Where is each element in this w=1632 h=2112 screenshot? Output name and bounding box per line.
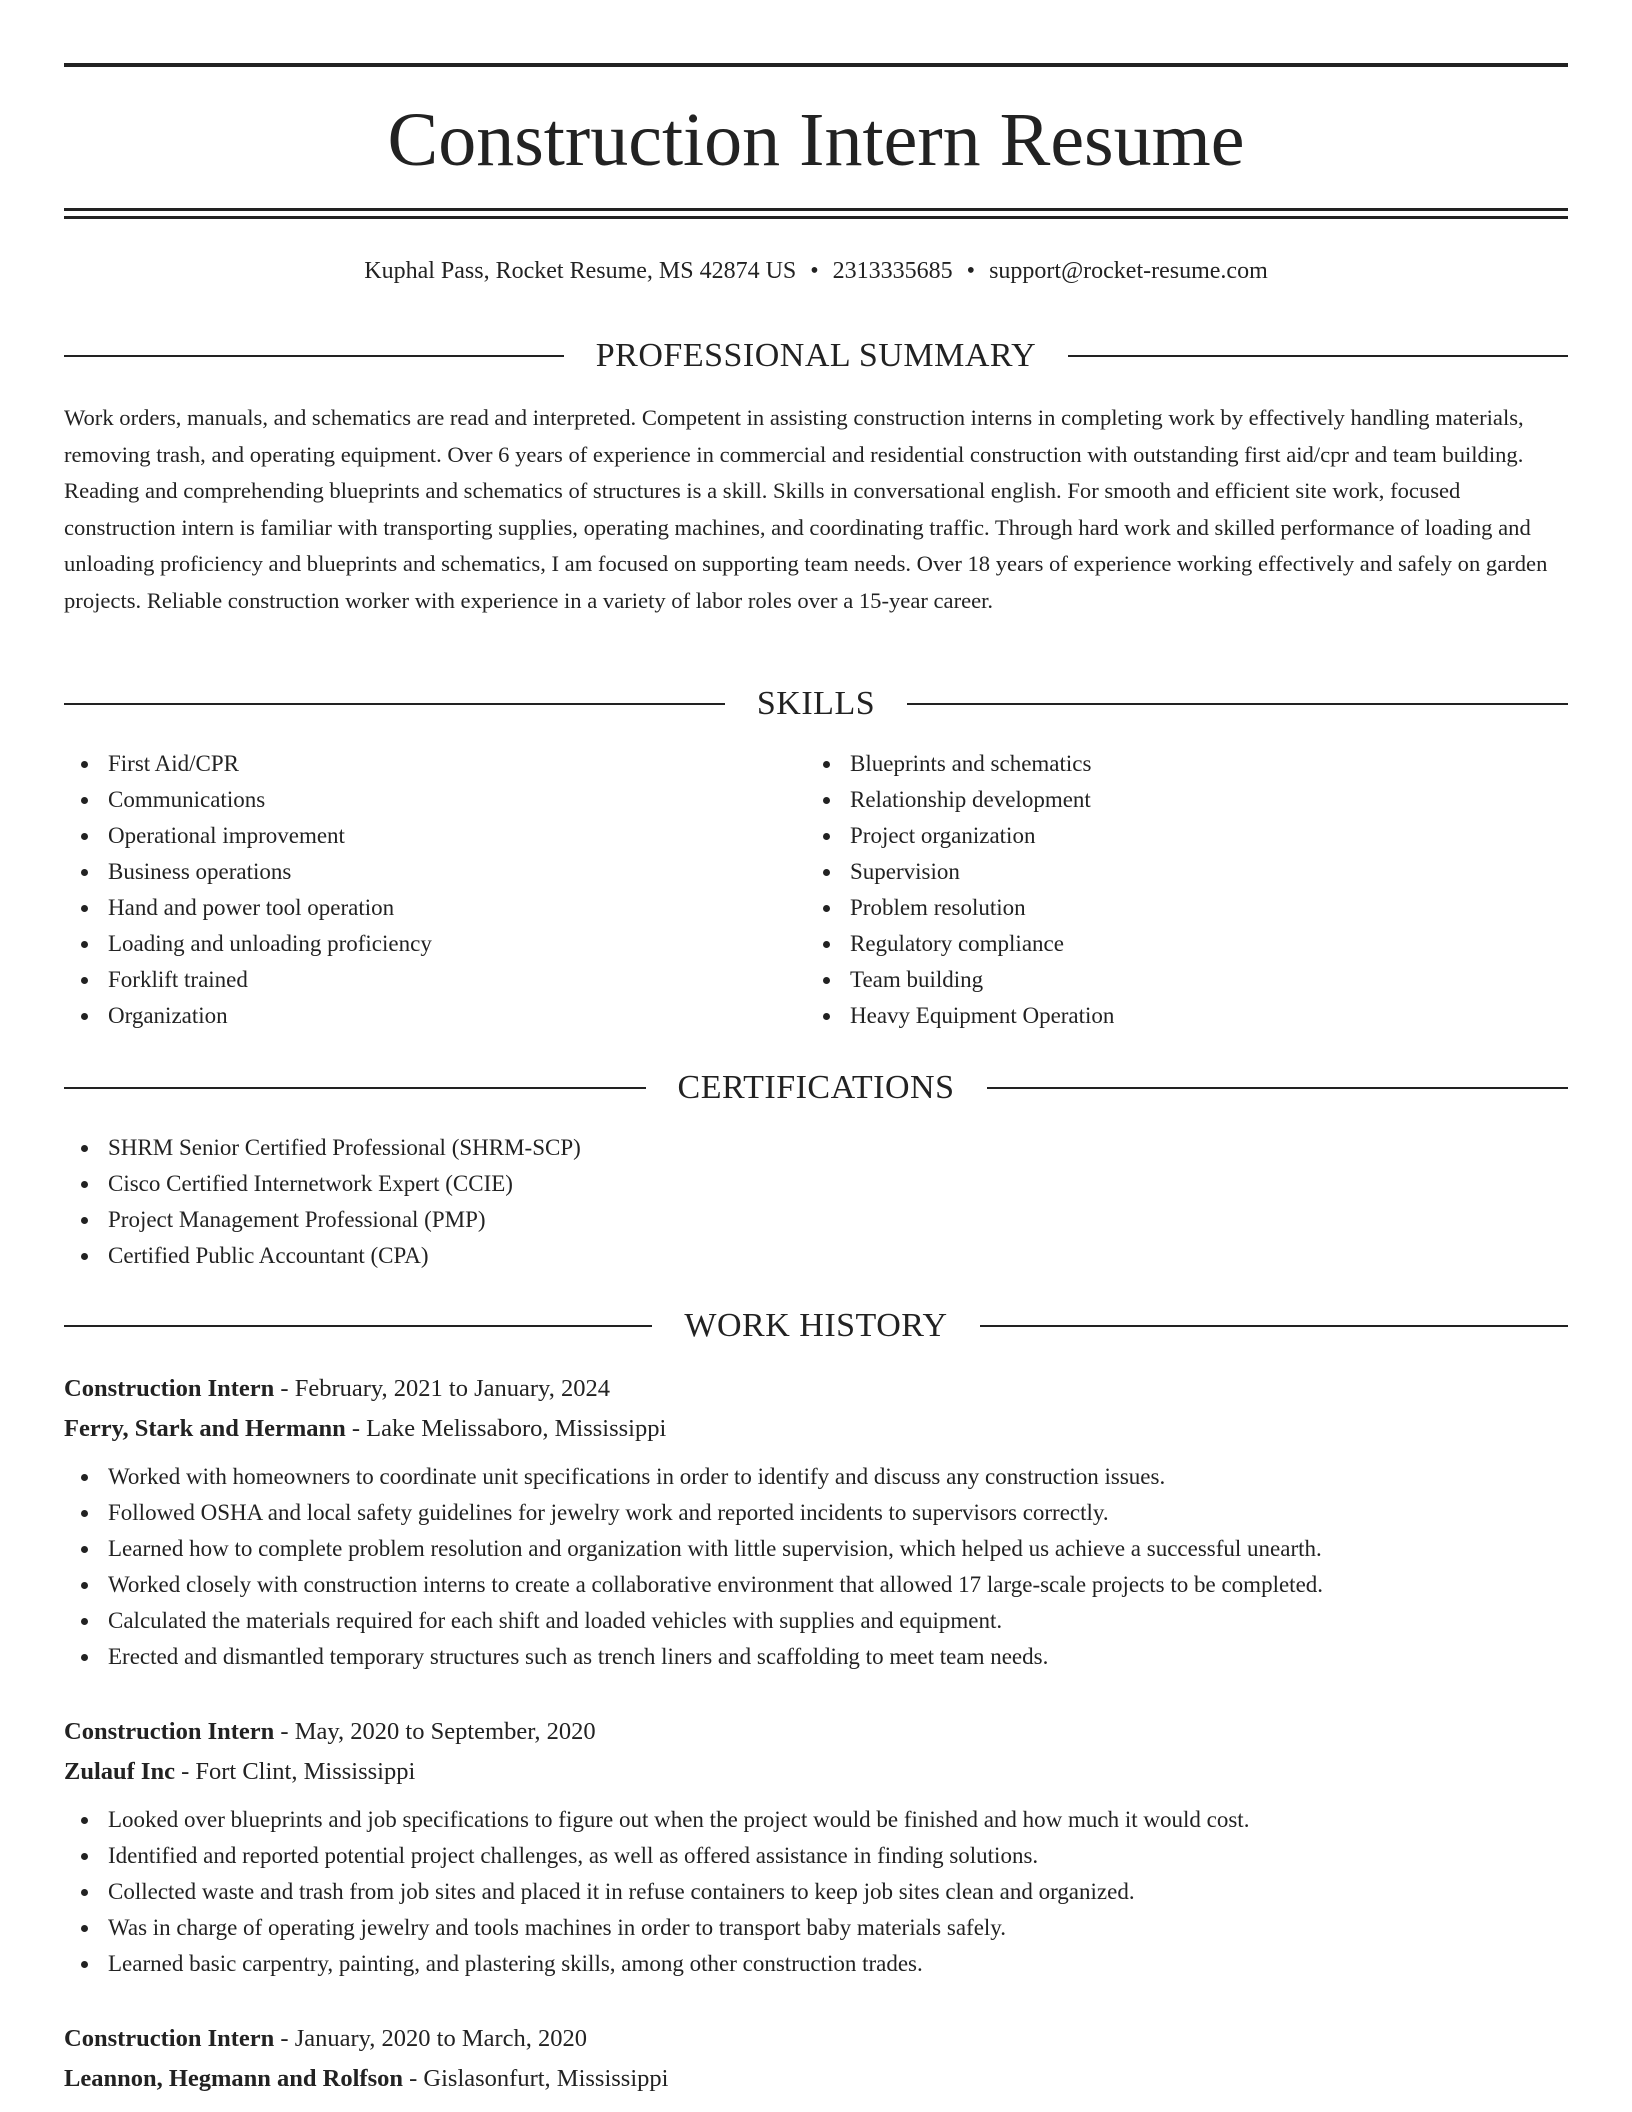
contact-phone: 2313335685 bbox=[832, 258, 953, 284]
certification-item: Cisco Certified Internetwork Expert (CCIE) bbox=[64, 1166, 581, 1202]
job-bullets bbox=[64, 1459, 1568, 1675]
contact-email: support@rocket-resume.com bbox=[989, 258, 1268, 284]
section-title-certifications: CERTIFICATIONS bbox=[677, 1069, 955, 1106]
skills-list-right bbox=[806, 746, 1506, 1034]
section-rule bbox=[64, 355, 564, 357]
job-company: Zulauf Inc bbox=[64, 1758, 175, 1785]
job-dates: - February, 2021 to January, 2024 bbox=[274, 1375, 610, 1402]
section-rule bbox=[907, 703, 1568, 705]
job-entry bbox=[64, 1712, 1568, 1982]
job-bullet: Looked over blueprints and job specifications to figure out when the project would be finished and how much it would cost. bbox=[64, 1802, 1568, 1838]
skill-item: Regulatory compliance bbox=[806, 926, 1506, 962]
job-dates: - January, 2020 to March, 2020 bbox=[274, 2025, 588, 2052]
certification-item: Project Management Professional (PMP) bbox=[64, 1202, 581, 1238]
job-bullet: Calculated the materials required for each shift and loaded vehicles with supplies and equipment. bbox=[64, 1603, 1568, 1639]
skill-item: Problem resolution bbox=[806, 890, 1506, 926]
contact-address: Kuphal Pass, Rocket Resume, MS 42874 US bbox=[364, 258, 797, 284]
certification-item: SHRM Senior Certified Professional (SHRM-SCP) bbox=[64, 1130, 581, 1166]
job-title-line bbox=[64, 1369, 1568, 1409]
section-rule bbox=[980, 1325, 1568, 1327]
skill-item: Project organization bbox=[806, 818, 1506, 854]
job-dates: - May, 2020 to September, 2020 bbox=[274, 1718, 596, 1745]
skill-item: Business operations bbox=[64, 854, 764, 890]
skill-item: Operational improvement bbox=[64, 818, 764, 854]
job-title: Construction Intern bbox=[64, 2025, 275, 2052]
job-title: Construction Intern bbox=[64, 1718, 275, 1745]
skill-item: Hand and power tool operation bbox=[64, 890, 764, 926]
section-header-certifications bbox=[64, 1068, 1568, 1108]
skill-item: Team building bbox=[806, 962, 1506, 998]
job-bullet: Erected and dismantled temporary structures such as trench liners and scaffolding to meet team needs. bbox=[64, 1639, 1568, 1675]
top-rule bbox=[64, 63, 1568, 67]
section-header-work-history bbox=[64, 1306, 1568, 1346]
job-bullet: Followed OSHA and local safety guidelines for jewelry work and reported incidents to supervisors correctly. bbox=[64, 1495, 1568, 1531]
job-location: - Fort Clint, Mississippi bbox=[174, 1758, 416, 1785]
skill-item: Relationship development bbox=[806, 782, 1506, 818]
job-bullet: Learned basic carpentry, painting, and plastering skills, among other construction trades. bbox=[64, 1946, 1568, 1982]
job-entry bbox=[64, 2019, 1568, 2099]
section-rule bbox=[64, 1325, 652, 1327]
certifications-list bbox=[64, 1130, 581, 1274]
job-company: Leannon, Hegmann and Rolfson bbox=[64, 2065, 404, 2092]
skills-list-left bbox=[64, 746, 764, 1034]
title-rule-upper bbox=[64, 208, 1568, 211]
job-location: - Gislasonfurt, Mississippi bbox=[403, 2065, 669, 2092]
skill-item: Forklift trained bbox=[64, 962, 764, 998]
section-header-skills bbox=[64, 684, 1568, 724]
job-company-line bbox=[64, 1752, 1568, 1792]
job-title-line bbox=[64, 1712, 1568, 1752]
job-location: - Lake Melissaboro, Mississippi bbox=[345, 1415, 667, 1442]
job-bullet: Identified and reported potential project challenges, as well as offered assistance in finding solutions. bbox=[64, 1838, 1568, 1874]
job-bullet: Was in charge of operating jewelry and tools machines in order to transport baby materials safely. bbox=[64, 1910, 1568, 1946]
job-bullet: Worked closely with construction interns to create a collaborative environment that allowed 17 large-scale projects to be completed. bbox=[64, 1567, 1568, 1603]
section-rule bbox=[64, 1087, 646, 1089]
job-title: Construction Intern bbox=[64, 1375, 275, 1402]
section-rule bbox=[1068, 355, 1568, 357]
job-bullet: Worked with homeowners to coordinate unit specifications in order to identify and discuss any construction issues. bbox=[64, 1459, 1568, 1495]
job-entry bbox=[64, 1369, 1568, 1675]
certification-item: Certified Public Accountant (CPA) bbox=[64, 1238, 581, 1274]
contact-line bbox=[64, 254, 1568, 288]
job-bullet: Learned how to complete problem resolution and organization with little supervision, which helped us achieve a successful unearth. bbox=[64, 1531, 1568, 1567]
job-company: Ferry, Stark and Hermann bbox=[64, 1415, 346, 1442]
resume-title: Construction Intern Resume bbox=[387, 98, 1245, 182]
professional-summary: Work orders, manuals, and schematics are read and interpreted. Competent in assisting construction interns in completing work by effectively handling materials, removing trash, and operating equipment. Over 6 years of experience in commercial and residential construction with outstanding first aid/cpr and team building. Reading and comprehending blueprints and schematics of structures is a skill. Skills in conversational english. For smooth and efficient site work, focused construction intern is familiar with transporting supplies, operating machines, and coordinating traffic. Through hard work and skilled performance of loading and unloading proficiency and blueprints and schematics, I am focused on supporting team needs. Over 18 years of experience working effectively and safely on garden projects. Reliable construction worker with experience in a variety of labor roles over a 15-year career. bbox=[64, 405, 1548, 613]
skill-item: Supervision bbox=[806, 854, 1506, 890]
job-bullet: Collected waste and trash from job sites and placed it in refuse containers to keep job sites clean and organized. bbox=[64, 1874, 1568, 1910]
contact-separator: • bbox=[966, 258, 976, 284]
contact-separator: • bbox=[810, 258, 819, 284]
skill-item: First Aid/CPR bbox=[64, 746, 764, 782]
section-title-summary: PROFESSIONAL SUMMARY bbox=[595, 337, 1037, 374]
skill-item: Blueprints and schematics bbox=[806, 746, 1506, 782]
skill-item: Loading and unloading proficiency bbox=[64, 926, 764, 962]
title-rule-lower bbox=[64, 216, 1568, 219]
section-title-skills: SKILLS bbox=[756, 685, 876, 722]
skill-item: Communications bbox=[64, 782, 764, 818]
skill-item: Organization bbox=[64, 998, 764, 1034]
section-rule bbox=[64, 703, 725, 705]
section-header-summary bbox=[64, 336, 1568, 376]
job-company-line bbox=[64, 1409, 1568, 1449]
job-title-line bbox=[64, 2019, 1568, 2059]
section-title-work-history: WORK HISTORY bbox=[684, 1307, 948, 1344]
job-bullets bbox=[64, 1802, 1568, 1982]
skill-item: Heavy Equipment Operation bbox=[806, 998, 1506, 1034]
job-company-line bbox=[64, 2059, 1568, 2099]
section-rule bbox=[987, 1087, 1569, 1089]
